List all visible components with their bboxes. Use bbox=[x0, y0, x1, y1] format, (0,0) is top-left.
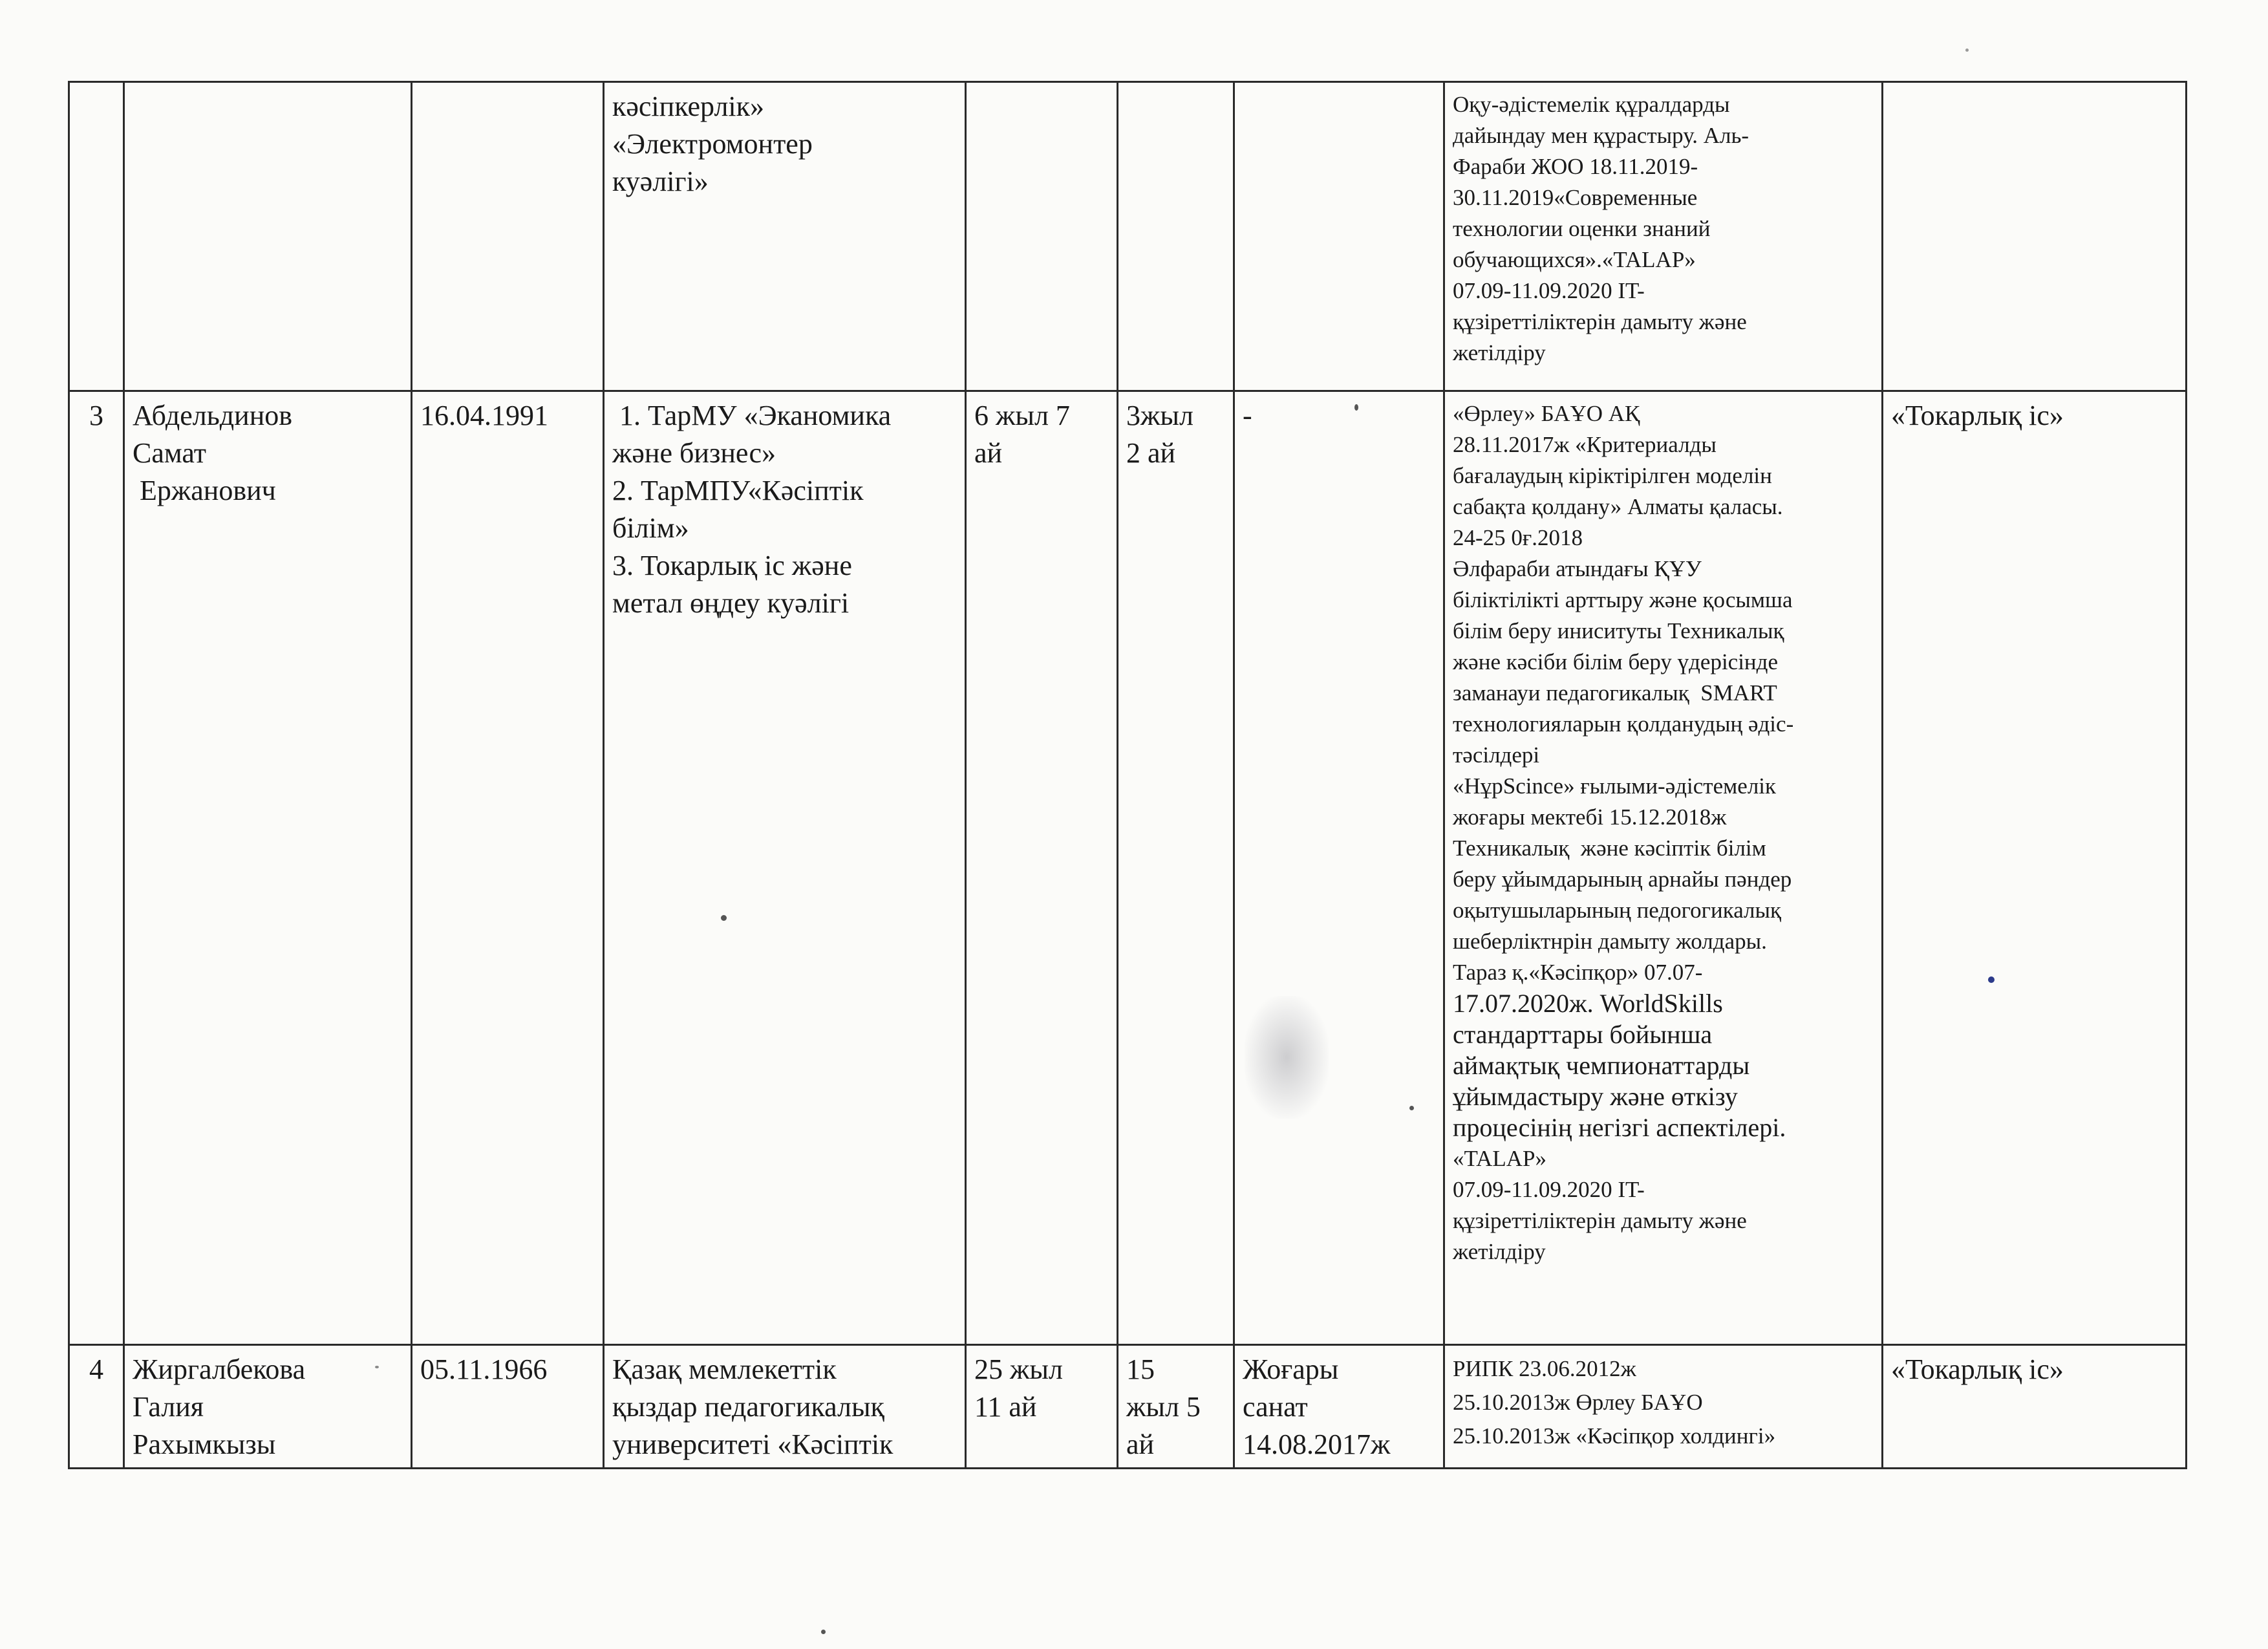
table-row bbox=[69, 1345, 2187, 1469]
education: кәсіпкерлік» «Электромонтер куәлігі» bbox=[604, 82, 966, 391]
category bbox=[1234, 82, 1444, 391]
subject: «Токарлық іс» bbox=[1883, 1345, 2187, 1469]
birth-date: 16.04.1991 bbox=[412, 391, 604, 1345]
training-courses: РИПК 23.06.2012ж 25.10.2013ж Өрлеу БАҰО 25.10.2013ж «Кәсіпқор холдингі» bbox=[1444, 1345, 1883, 1469]
scan-speck bbox=[1988, 976, 1995, 983]
table-row bbox=[69, 391, 2187, 1345]
teacher-name: Абдельдинов Самат Ержанович bbox=[124, 391, 412, 1345]
staff-table bbox=[68, 81, 2187, 1469]
teaching-experience: 15 жыл 5 ай bbox=[1118, 1345, 1234, 1469]
subject bbox=[1883, 82, 2187, 391]
birth-date: 05.11.1966 bbox=[412, 1345, 604, 1469]
table-row bbox=[69, 82, 2187, 391]
education: Қазақ мемлекеттік қыздар педагогикалық университеті «Кәсіптік bbox=[604, 1345, 966, 1469]
teacher-name: Жиргалбекова Галия Рахымкызы bbox=[124, 1345, 412, 1469]
birth-date bbox=[412, 82, 604, 391]
row-number bbox=[69, 82, 124, 391]
total-experience: 25 жыл 11 ай bbox=[966, 1345, 1118, 1469]
teacher-name bbox=[124, 82, 412, 391]
training-courses: «Өрлеу» БАҰО АҚ 28.11.2017ж «Критериалды бағалаудың кіріктірілген моделін сабақта қолдану» Алматы қаласы. 24-25 0ғ.2018 Әлфараби атындағы ҚҰУ біліктілікті арттыру және қосымша білім беру иниситуты Техникалық және кәсіби білім беру үдерісінде заманауи педагогикалық SMART технологияларын қолданудың әдіс- тәсілдері «НұрScince» ғылыми-әдістемелік жоғары мектебі 15.12.2018ж Техникалық және кәсіптік білім беру ұйымдарының арнайы пәндер оқытушыларының педогогикалық шеберліктнрін дамыту жолдары. Тараз қ.«Кәсіпқор» 07.07- 17.07.2020ж. WorldSkills стандарттары бойынша аймақтық чемпионаттарды ұйымдастыру және өткізу процесінің негізгі аспектілері. «TALAP» 07.09-11.09.2020 IT- құзіреттіліктерін дамыту және жетілдіру bbox=[1444, 391, 1883, 1345]
education: 1. ТарМУ «Эканомика және бизнес» 2. ТарМПУ«Кәсіптік білім» 3. Токарлық іс және метал өңдеу куәлігі bbox=[604, 391, 966, 1345]
teaching-experience bbox=[1118, 82, 1234, 391]
scan-speck bbox=[721, 915, 727, 921]
training-courses: Оқу-әдістемелік құралдарды дайындау мен құрастыру. Аль- Фараби ЖОО 18.11.2019- 30.11.2019«Современные технологии оценки знаний обучающихся».«TALAP» 07.09-11.09.2020 IT- құзіреттіліктерін дамыту және жетілдіру bbox=[1444, 82, 1883, 391]
subject: «Токарлық іс» bbox=[1883, 391, 2187, 1345]
teaching-experience: 3жыл 2 ай bbox=[1118, 391, 1234, 1345]
total-experience bbox=[966, 82, 1118, 391]
row-number: 3 bbox=[69, 391, 124, 1345]
scan-speck bbox=[1354, 404, 1358, 411]
category: - bbox=[1234, 391, 1444, 1345]
scan-speck bbox=[1409, 1106, 1414, 1110]
scan-speck bbox=[821, 1630, 826, 1634]
scan-smudge bbox=[1245, 996, 1329, 1119]
category: Жоғары санат 14.08.2017ж bbox=[1234, 1345, 1444, 1469]
scan-speck bbox=[1965, 48, 1969, 52]
row-number: 4 bbox=[69, 1345, 124, 1469]
total-experience: 6 жыл 7 ай bbox=[966, 391, 1118, 1345]
scan-speck bbox=[375, 1366, 379, 1368]
